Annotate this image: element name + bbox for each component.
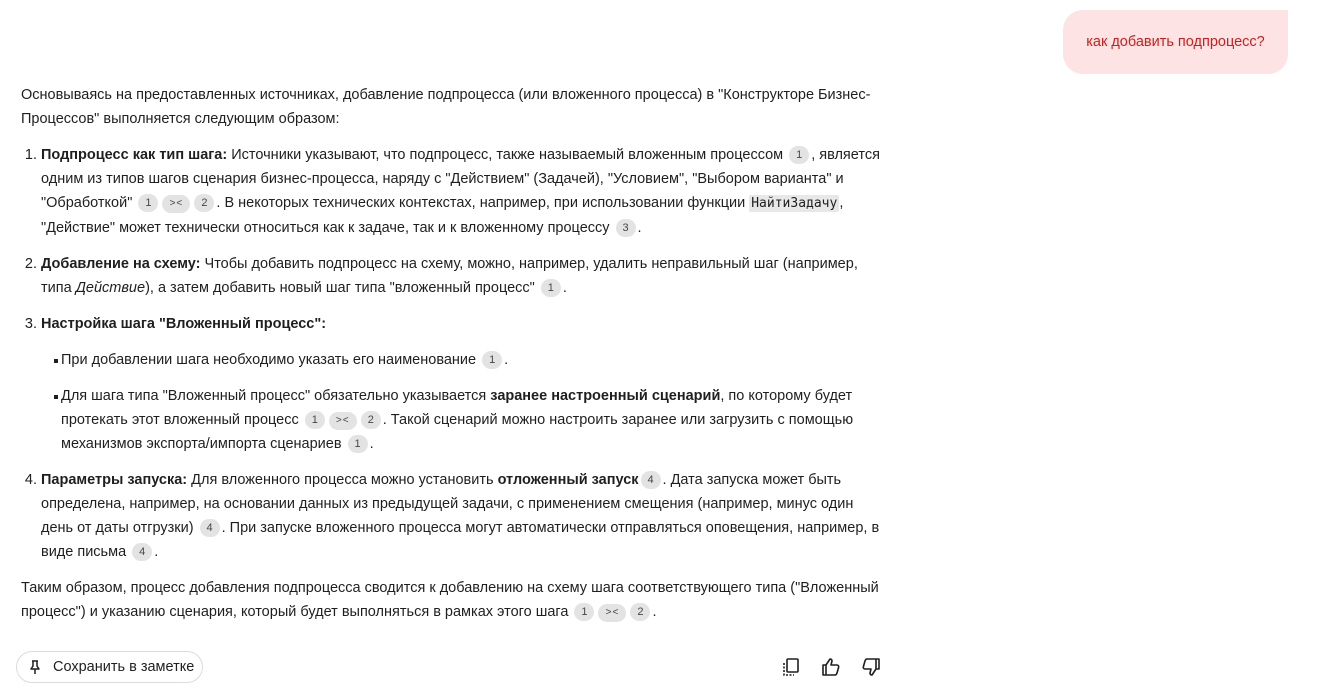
- citation-chip[interactable]: 1: [789, 146, 809, 164]
- copy-icon[interactable]: [778, 654, 804, 680]
- item-text: .: [562, 280, 567, 296]
- answer-intro: Основываясь на предоставленных источниках, добавление подпроцесса (или вложенного процесса) в "Конструкторе Бизнес-Процессов" выполняется следующим образом:: [21, 87, 871, 127]
- item-title: Подпроцесс как тип шага:: [41, 147, 228, 163]
- item-text: , является одним из типов шагов сценария бизнес-процесса, наряду с "Действием" (Задачей), "Условием", "Выбором варианта" и "Обработкой": [41, 147, 880, 211]
- citation-chip[interactable]: 2: [194, 194, 214, 212]
- citation-chip[interactable]: 1: [305, 411, 325, 429]
- assistant-answer: [21, 83, 881, 636]
- citation-expand-chip[interactable]: ><: [329, 412, 357, 430]
- item-text: Для вложенного процесса можно установить: [187, 472, 498, 488]
- thumbs-down-icon[interactable]: [858, 654, 884, 680]
- citation-chip[interactable]: 2: [630, 603, 650, 621]
- citation-expand-chip[interactable]: ><: [598, 604, 626, 622]
- citation-chip[interactable]: 4: [641, 471, 661, 489]
- item-title: Настройка шага "Вложенный процесс":: [41, 316, 327, 332]
- code-function-name: НайтиЗадачу: [751, 196, 838, 211]
- item-text: . Такой сценарий можно настроить заранее или загрузить с помощью механизмов экспорта/импорта сценариев: [61, 412, 854, 452]
- citation-chip[interactable]: 1: [541, 279, 561, 297]
- list-item: [41, 312, 881, 456]
- item-text: .: [652, 604, 657, 620]
- list-item: [41, 468, 881, 564]
- citation-chip[interactable]: 4: [200, 519, 220, 537]
- item-bold-text: заранее настроенный сценарий: [490, 388, 721, 404]
- citation-chip[interactable]: 2: [361, 411, 381, 429]
- sub-list-item: [61, 384, 881, 456]
- item-text: .: [154, 544, 159, 560]
- citation-chip[interactable]: 3: [616, 219, 636, 237]
- save-button-label: Сохранить в заметке: [53, 659, 195, 675]
- item-title: Добавление на схему:: [41, 256, 201, 272]
- list-item: [41, 252, 881, 300]
- item-italic-text: Действие: [75, 280, 146, 296]
- list-item: [41, 143, 881, 240]
- citation-chip[interactable]: 1: [348, 435, 368, 453]
- answer-conclusion: [21, 576, 881, 624]
- citation-chip[interactable]: 1: [138, 194, 158, 212]
- item-bold-text: отложенный запуск: [497, 472, 639, 488]
- item-text: , "Действие" может технически относиться как к задаче, так и к вложенному процессу: [41, 195, 844, 236]
- item-text: .: [369, 436, 374, 452]
- item-text: Для шага типа "Вложенный процесс" обязательно указывается: [61, 388, 491, 404]
- answer-steps-list: [21, 143, 881, 564]
- item-text: , по которому будет протекать этот вложенный процесс: [61, 388, 853, 428]
- item-text: Таким образом, процесс добавления подпроцесса сводится к добавлению на схему шага соответствующего типа ("Вложенный процесс") и указанию сценария, который будет выполняться в рамках этого шага: [21, 580, 879, 620]
- user-message-text: как добавить подпроцесс?: [1086, 34, 1265, 50]
- item-text: . В некоторых технических контекстах, например, при использовании функции: [216, 195, 750, 211]
- item-text: При добавлении шага необходимо указать его наименование: [61, 352, 481, 368]
- sub-list-item: [61, 348, 881, 372]
- response-actions: [778, 654, 884, 680]
- thumbs-up-icon[interactable]: [818, 654, 844, 680]
- citation-expand-chip[interactable]: ><: [162, 195, 190, 213]
- citation-chip[interactable]: 1: [482, 351, 502, 369]
- item-text: ), а затем добавить новый шаг типа "вложенный процесс": [145, 280, 539, 296]
- item-text: .: [504, 352, 509, 368]
- item-text: Чтобы добавить подпроцесс на схему, можно, например, удалить неправильный шаг (например, типа: [41, 256, 858, 296]
- save-to-note-button[interactable]: [16, 651, 203, 683]
- item-text: .: [637, 220, 642, 236]
- item-text: . Дата запуска может быть определена, например, на основании данных из предыдущей задачи, с применением смещения (например, минус один день от даты отгрузки): [41, 472, 854, 536]
- item-text: Источники указывают, что подпроцесс, также называемый вложенным процессом: [227, 147, 788, 163]
- citation-chip[interactable]: 1: [574, 603, 594, 621]
- citation-chip[interactable]: 4: [132, 543, 152, 561]
- item-title: Параметры запуска:: [41, 472, 188, 488]
- item-text: . При запуске вложенного процесса могут автоматически отправляться оповещения, например, в виде письма: [41, 520, 880, 560]
- sub-list: [41, 348, 881, 456]
- user-message-bubble: [1063, 10, 1288, 74]
- pin-icon: [27, 659, 43, 675]
